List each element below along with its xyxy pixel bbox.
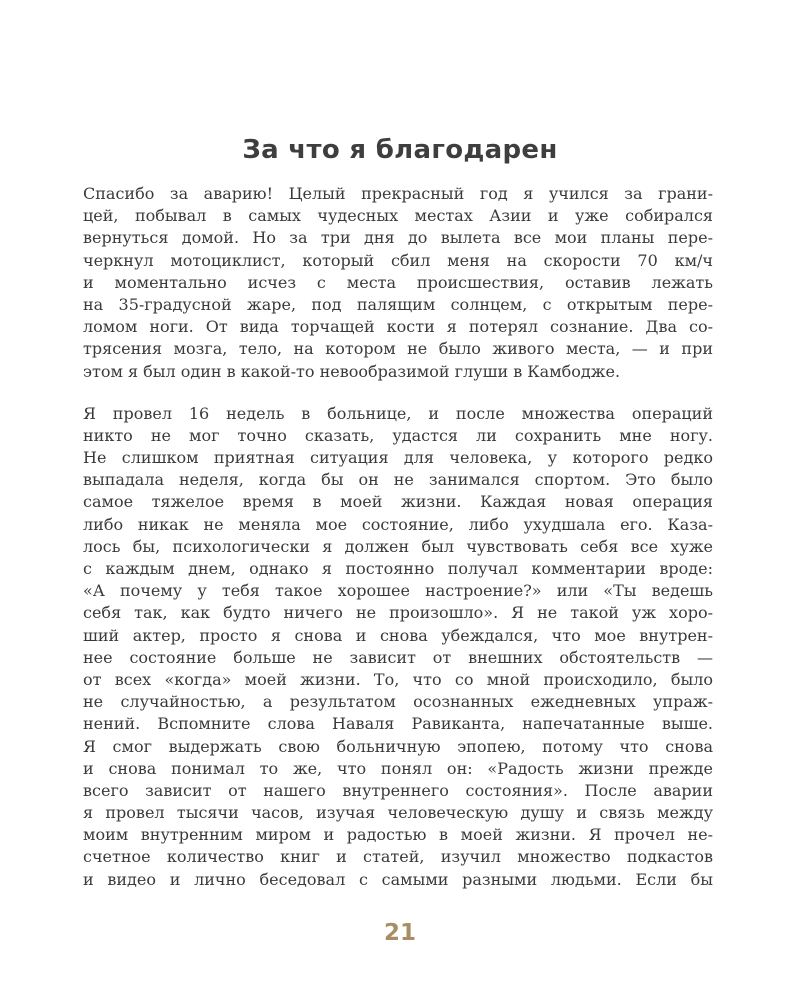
text-line: самое тяжелое время в моей жизни. Каждая новая операция [83, 492, 713, 512]
text-line: себя так, как будто ничего не произошло». Я не такой уж хоро- [83, 603, 713, 623]
text-line: не случайностью, а результатом осознанных ежедневных упраж- [83, 692, 713, 712]
text-line: цей, побывал в самых чудесных местах Азии и уже собирался [83, 206, 713, 226]
body-text [83, 183, 713, 891]
text-line: выпадала неделя, когда бы он не занимался спортом. Это было [83, 470, 713, 490]
text-line: трясения мозга, тело, на котором не было живого места, — и при [83, 339, 713, 359]
text-line: ломом ноги. От вида торчащей кости я потерял сознание. Два со- [83, 317, 713, 337]
text-line: и моментально исчез с места происшествия, оставив лежать [83, 272, 713, 292]
text-line: лось бы, психологически я должен был чувствовать себя все хуже [83, 536, 713, 556]
paragraph-1 [83, 183, 713, 383]
text-line: Не слишком приятная ситуация для человека, у которого редко [83, 448, 713, 468]
text-line: Я смог выдержать свою больничную эпопею, потому что снова [83, 736, 713, 756]
text-line: и видео и лично беседовал с самыми разными людьми. Если бы [83, 869, 713, 889]
text-line: нее состояние больше не зависит от внешних обстоятельств — [83, 647, 713, 667]
text-line: никто не мог точно сказать, удастся ли сохранить мне ногу. [83, 425, 713, 445]
text-line: с каждым днем, однако я постоянно получал комментарии вроде: [83, 559, 713, 578]
page-number: 21 [383, 920, 416, 946]
text-line: всего зависит от нашего внутреннего состояния». После аварии [83, 780, 713, 800]
text-line: Спасибо за аварию! Целый прекрасный год я учился за грани- [83, 184, 713, 203]
chapter-title: За что я благодарен [242, 135, 558, 165]
text-line: вернуться домой. Но за три дня до вылета все мои планы пере- [83, 228, 713, 248]
text-line: я провел тысячи часов, изучая человеческую душу и связь между [83, 803, 713, 823]
text-line: «А почему у тебя такое хорошее настроение?» или «Ты ведешь [83, 581, 713, 601]
text-line: либо никак не меняла мое состояние, либо ухудшала его. Каза- [83, 514, 713, 534]
text-line: счетное количество книг и статей, изучил множество подкастов [83, 847, 713, 867]
text-line: черкнул мотоциклист, который сбил меня на скорости 70 км/ч [83, 250, 713, 270]
text-line: на 35-градусной жаре, под палящим солнцем, с открытым пере- [83, 294, 713, 314]
paragraph-2 [83, 403, 713, 891]
text-line: моим внутренним миром и радостью в моей жизни. Я прочел не- [83, 825, 713, 845]
text-line: и снова понимал то же, что понял он: «Радость жизни прежде [83, 758, 713, 778]
paragraph-gap [83, 383, 713, 403]
text-line: этом я был один в какой-то невообразимой глуши в Камбодже. [83, 361, 621, 381]
text-line: Я провел 16 недель в больнице, и после множества операций [83, 403, 713, 423]
text-line: нений. Вспомните слова Наваля Равиканта, напечатанные выше. [83, 714, 713, 734]
text-line: ший актер, просто я снова и снова убеждался, что мое внутрен- [83, 625, 713, 645]
text-line: от всех «когда» моей жизни. То, что со мной происходило, было [83, 669, 713, 689]
